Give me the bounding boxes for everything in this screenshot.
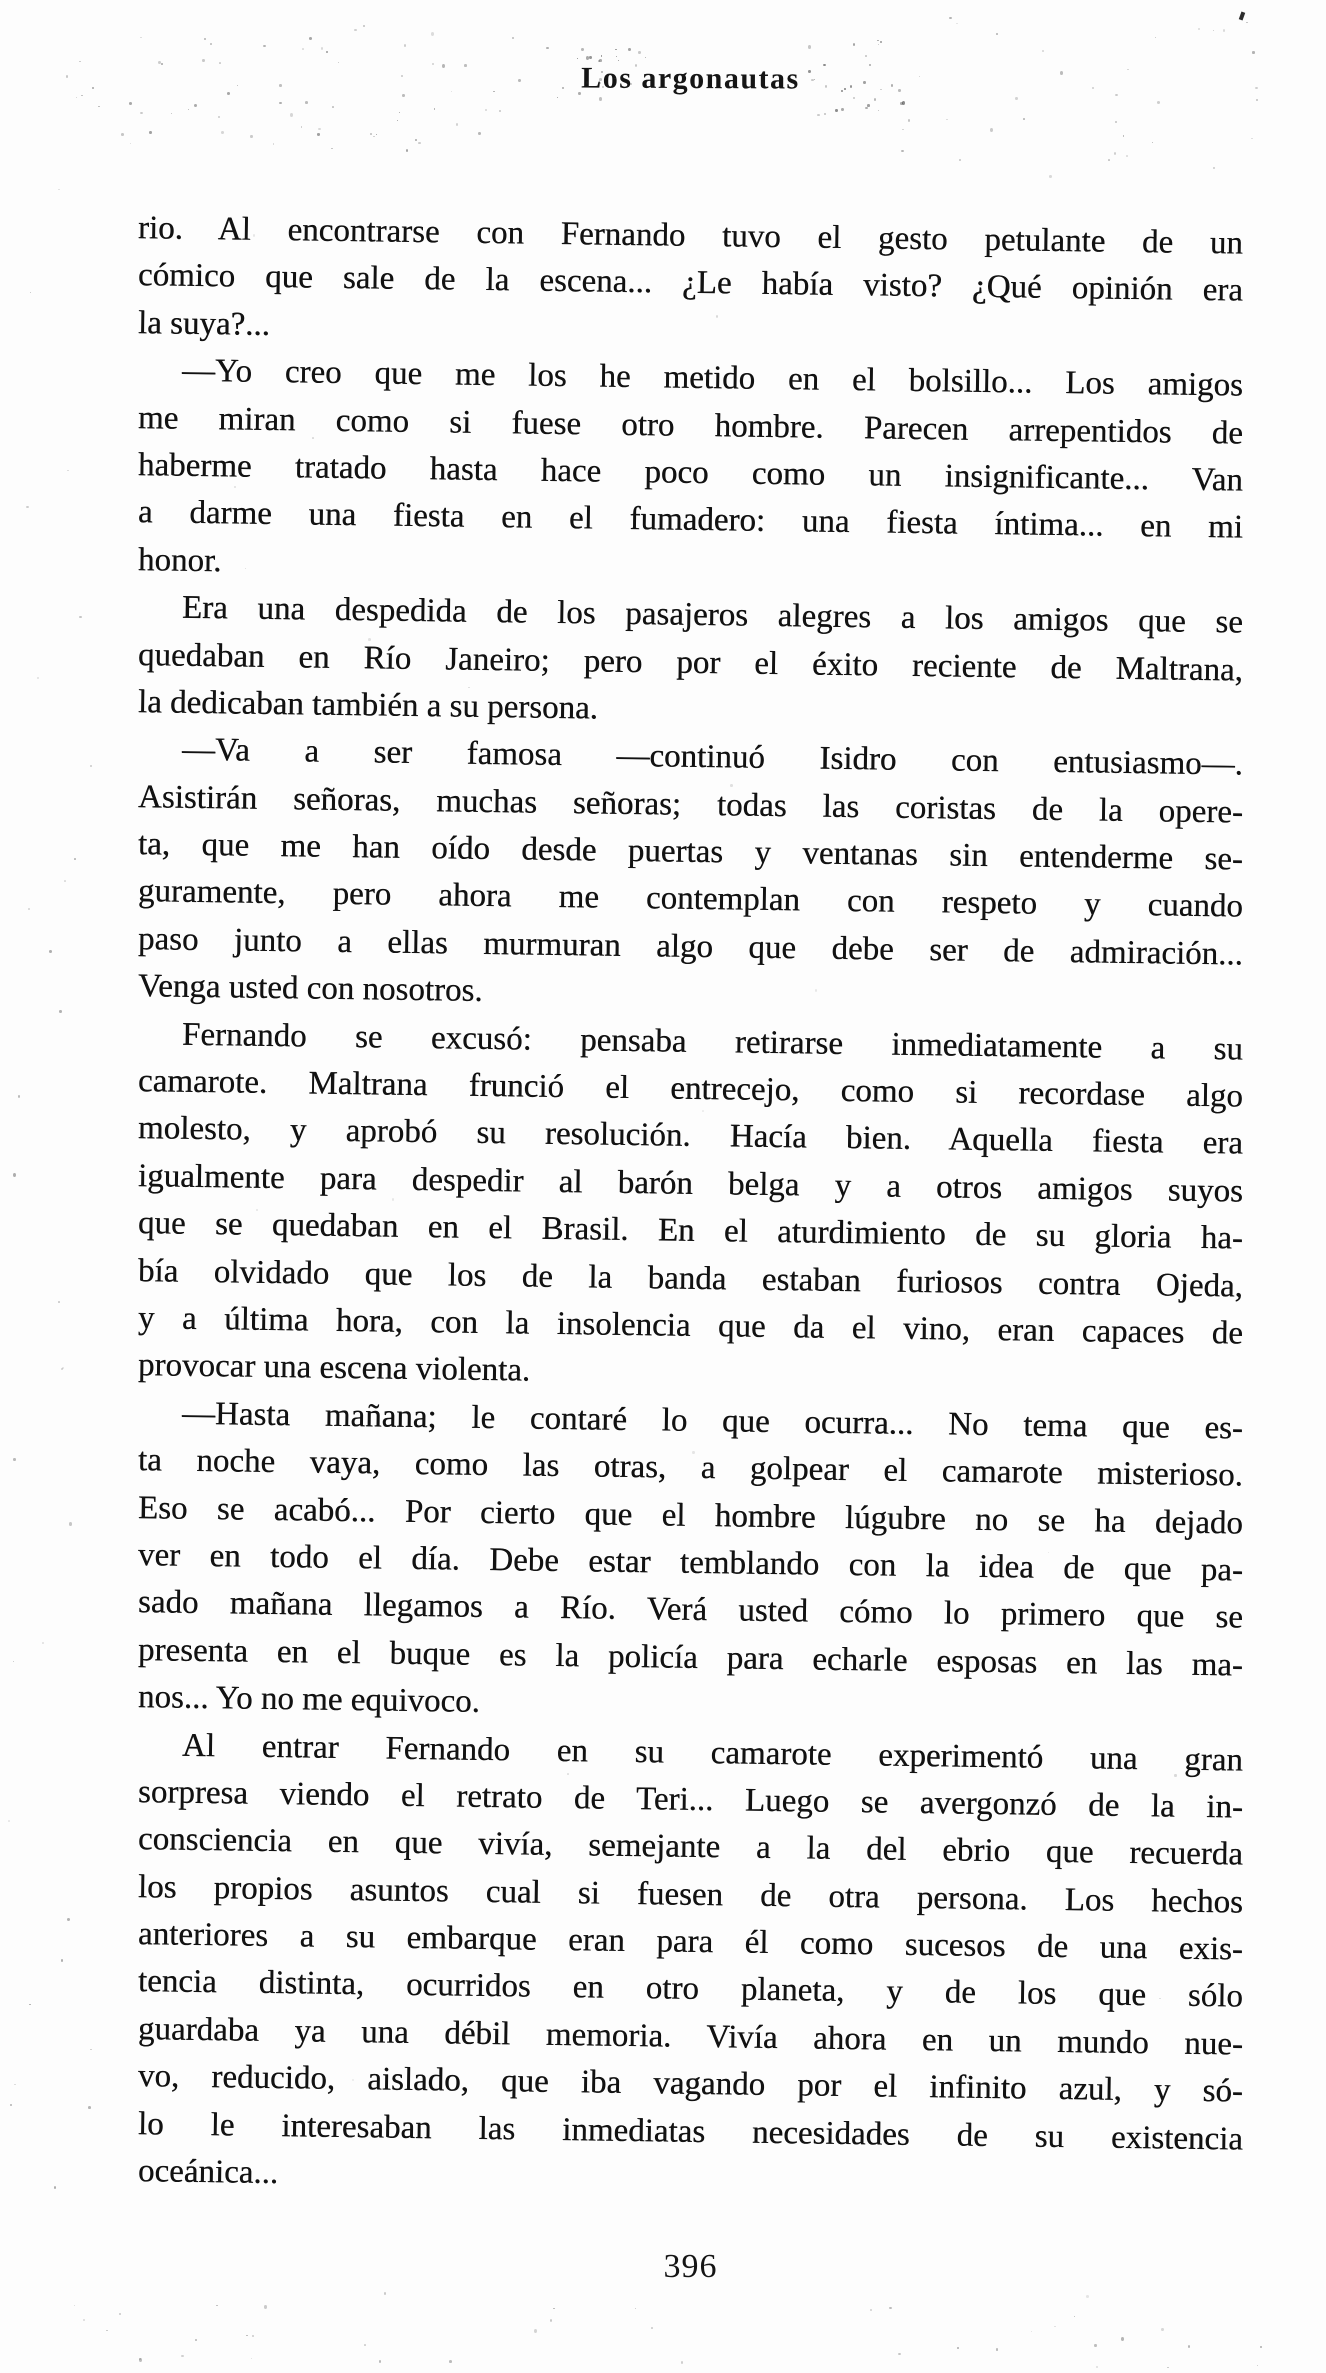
noise-speck: [98, 106, 100, 107]
noise-speck: [1260, 2346, 1262, 2348]
noise-speck: [867, 104, 870, 107]
noise-speck: [485, 109, 487, 111]
noise-speck: [1246, 22, 1248, 23]
noise-speck: [130, 143, 131, 144]
noise-speck: [1251, 138, 1253, 139]
noise-speck: [321, 47, 323, 50]
text-line: los propios asuntos cual si fuesen de otra persona. Los hechos: [137, 1868, 1244, 1921]
noise-speck: [902, 101, 905, 105]
text-line: ver en todo el día. Debe estar temblando con la idea de que pa-: [137, 1536, 1244, 1589]
noise-speck: [878, 110, 879, 111]
noise-speck: [74, 2305, 75, 2306]
text-line: la dedicaban también a su persona.: [137, 683, 599, 727]
noise-speck: [1157, 101, 1160, 104]
noise-speck: [149, 131, 152, 134]
noise-speck: [1167, 2367, 1169, 2368]
noise-speck: [139, 2358, 141, 2360]
noise-speck: [1086, 2295, 1089, 2298]
noise-speck: [30, 292, 31, 293]
text-line: Fernando se excusó: pensaba retirarse inmediatamente a su: [181, 1016, 1244, 1068]
noise-speck: [273, 143, 274, 145]
noise-speck: [1252, 51, 1255, 54]
noise-speck: [1198, 28, 1200, 30]
noise-speck: [251, 2358, 252, 2359]
noise-speck: [79, 61, 81, 62]
noise-speck: [901, 150, 904, 152]
text-line: —Hasta mañana; le contaré lo que ocurra... No tema que es-: [181, 1395, 1244, 1447]
noise-speck: [841, 108, 844, 111]
text-line: Asistirán señoras, muchas señoras; todas las coristas de la opere-: [137, 778, 1244, 831]
noise-speck: [37, 677, 39, 679]
noise-speck: [250, 135, 253, 138]
text-line: honor.: [137, 541, 222, 579]
noise-speck: [1152, 142, 1153, 143]
text-line: Al entrar Fernando en su camarote experimentó una gran: [181, 1727, 1244, 1778]
noise-speck: [67, 470, 69, 471]
noise-speck: [79, 616, 82, 618]
noise-speck: [889, 2307, 892, 2309]
text-line: sorpresa viendo el retrato de Teri... Luego se avergonzó de la in-: [137, 1773, 1244, 1826]
text-line: consciencia en que vivía, semejante a la del ebrio que recuerda: [137, 1821, 1244, 1873]
noise-speck: [13, 1173, 16, 1177]
text-line: oceánica...: [137, 2153, 279, 2191]
noise-speck: [61, 1368, 63, 1370]
noise-speck: [601, 55, 602, 57]
noise-speck: [434, 108, 435, 110]
noise-speck: [817, 114, 820, 116]
noise-speck: [628, 48, 631, 51]
noise-speck: [370, 133, 372, 135]
noise-speck: [74, 858, 76, 860]
text-line: igualmente para despedir al barón belga y a otros amigos suyos: [137, 1157, 1244, 1210]
noise-speck: [902, 129, 904, 130]
noise-speck: [404, 44, 406, 47]
text-line: anteriores a su embarque eran para él como sucesos de una exis-: [137, 1916, 1244, 1968]
noise-speck: [865, 55, 867, 57]
noise-speck: [119, 2313, 121, 2315]
noise-speck: [1126, 155, 1128, 157]
text-line: me miran como si fuese otro hombre. Parecen arrepentidos de: [137, 399, 1244, 451]
noise-speck: [1213, 30, 1214, 31]
noise-speck: [865, 107, 868, 109]
noise-speck: [290, 113, 293, 117]
noise-speck: [92, 87, 94, 89]
text-line: la suya?...: [137, 304, 271, 343]
noise-speck: [415, 139, 417, 141]
noise-speck: [534, 2329, 537, 2333]
noise-speck: [949, 17, 952, 19]
noise-speck: [681, 2361, 683, 2364]
noise-speck: [1213, 167, 1215, 169]
noise-speck: [90, 2049, 92, 2050]
text-line: ta noche vaya, como las otras, a golpear el camarote misterioso.: [137, 1442, 1244, 1494]
noise-speck: [1096, 2366, 1098, 2368]
noise-speck: [364, 2344, 366, 2346]
text-line: tencia distinta, ocurridos en otro planeta, y de los que sólo: [137, 1963, 1244, 2015]
noise-speck: [373, 136, 375, 137]
text-line: —Yo creo que me los he metido en el bolsillo... Los amigos: [181, 352, 1244, 404]
noise-speck: [28, 908, 30, 910]
noise-speck: [263, 45, 266, 47]
noise-speck: [317, 133, 320, 136]
noise-speck: [946, 119, 948, 120]
noise-speck: [898, 2353, 901, 2355]
scan-artifact: [1239, 12, 1245, 21]
noise-speck: [1121, 2337, 1124, 2341]
noise-speck: [264, 2305, 267, 2309]
noise-speck: [252, 2335, 254, 2337]
noise-speck: [853, 97, 855, 99]
noise-speck: [808, 45, 811, 49]
noise-speck: [512, 37, 514, 39]
noise-speck: [581, 48, 584, 51]
text-line: y a última hora, con la insolencia que da el vino, eran capaces de: [137, 1299, 1244, 1352]
noise-speck: [88, 2106, 91, 2109]
noise-speck: [354, 29, 357, 31]
noise-speck: [309, 37, 312, 40]
noise-speck: [399, 112, 400, 113]
noise-speck: [61, 1959, 63, 1962]
noise-speck: [1023, 118, 1025, 120]
noise-speck: [331, 148, 333, 149]
noise-speck: [221, 131, 224, 134]
noise-speck: [1161, 2328, 1164, 2331]
noise-speck: [49, 950, 52, 953]
noise-speck: [67, 1918, 70, 1921]
noise-speck: [139, 2358, 142, 2362]
noise-speck: [59, 1010, 62, 1013]
noise-speck: [279, 102, 282, 104]
noise-speck: [379, 2360, 381, 2363]
noise-speck: [397, 120, 398, 121]
noise-speck: [66, 75, 68, 78]
noise-speck: [880, 41, 882, 43]
noise-speck: [64, 880, 66, 882]
text-line: cómico que sale de la escena... ¿Le había visto? ¿Qué opinión era: [137, 257, 1244, 309]
noise-speck: [638, 51, 641, 54]
noise-speck: [302, 48, 304, 50]
noise-speck: [216, 2305, 218, 2306]
text-line: presenta en el buque es la policía para echarle esposas en las ma-: [137, 1631, 1244, 1684]
noise-speck: [478, 132, 481, 135]
noise-speck: [959, 159, 961, 161]
text-line: ta, que me han oído desde puertas y ventanas sin entenderme se-: [137, 826, 1244, 878]
noise-speck: [1223, 29, 1225, 32]
noise-speck: [635, 2308, 636, 2309]
noise-speck: [301, 126, 302, 128]
noise-speck: [589, 56, 592, 59]
noise-speck: [1255, 87, 1258, 89]
noise-speck: [956, 23, 958, 24]
noise-speck: [996, 2348, 998, 2351]
noise-speck: [204, 38, 206, 40]
running-head: Los argonautas: [581, 61, 800, 96]
noise-speck: [106, 2330, 108, 2331]
text-line: paso junto a ellas murmuran algo que debe ser de admiración...: [137, 920, 1244, 973]
noise-speck: [42, 1642, 44, 1644]
noise-speck: [1123, 135, 1124, 137]
noise-speck: [1094, 2344, 1097, 2347]
noise-speck: [550, 2319, 552, 2322]
noise-speck: [1155, 37, 1156, 38]
noise-speck: [616, 56, 617, 57]
text-line: rio. Al encontrarse con Fernando tuvo el gesto petulante de un: [137, 210, 1244, 262]
noise-speck: [586, 56, 589, 60]
noise-speck: [29, 2004, 31, 2005]
noise-speck: [900, 102, 903, 105]
noise-speck: [8, 1820, 10, 1822]
noise-speck: [62, 1367, 64, 1369]
page-text: [138, 205, 1243, 2195]
noise-speck: [90, 765, 92, 767]
text-line: molesto, y aprobó su resolución. Hacía bien. Aquella fiesta era: [137, 1110, 1244, 1162]
text-line: vo, reducido, aislado, que iba vagando por el infinito azul, y só-: [137, 2058, 1244, 2110]
noise-speck: [449, 2360, 452, 2363]
noise-speck: [878, 44, 879, 45]
noise-speck: [853, 43, 855, 46]
noise-speck: [14, 2084, 16, 2085]
text-line: que se quedaban en el Brasil. En el aturdimiento de su gloria ha-: [137, 1205, 1244, 1257]
text-line: guardaba ya una débil memoria. Vivía ahora en un mundo nue-: [137, 2010, 1244, 2063]
noise-speck: [305, 101, 308, 104]
noise-speck: [456, 123, 458, 126]
text-line: bía olvidado que los de la banda estaban furiosos contra Ojeda,: [137, 1252, 1244, 1305]
noise-speck: [996, 33, 998, 35]
noise-speck: [1054, 2326, 1056, 2327]
noise-speck: [376, 134, 377, 135]
noise-speck: [553, 2308, 555, 2309]
noise-speck: [957, 2347, 959, 2349]
noise-speck: [363, 25, 365, 27]
noise-speck: [218, 116, 220, 118]
noise-speck: [1256, 99, 1258, 101]
text-line: lo le interesaban las inmediatas necesidades de su existencia: [137, 2105, 1244, 2158]
noise-speck: [58, 189, 60, 190]
noise-speck: [171, 113, 172, 114]
noise-speck: [384, 2292, 386, 2295]
text-line: sado mañana llegamos a Río. Verá usted cómo lo primero que se: [137, 1584, 1244, 1636]
noise-speck: [54, 2186, 56, 2189]
noise-speck: [81, 95, 83, 96]
noise-speck: [870, 2309, 872, 2311]
noise-speck: [210, 43, 212, 45]
noise-speck: [140, 37, 142, 38]
noise-speck: [58, 1301, 60, 1303]
noise-speck: [195, 2339, 197, 2341]
noise-speck: [908, 119, 910, 122]
page-number: 396: [663, 2248, 718, 2285]
noise-speck: [1074, 2316, 1075, 2317]
noise-speck: [499, 110, 501, 112]
noise-speck: [1188, 2345, 1190, 2348]
noise-speck: [18, 1095, 20, 1098]
noise-speck: [13, 1458, 16, 1461]
noise-speck: [194, 104, 197, 107]
noise-speck: [431, 32, 434, 36]
noise-speck: [76, 97, 77, 98]
noise-speck: [1031, 2331, 1032, 2332]
noise-speck: [181, 2355, 184, 2357]
text-line: a darme una fiesta en el fumadero: una fiesta íntima... en mi: [137, 494, 1244, 546]
noise-speck: [318, 128, 321, 130]
noise-speck: [651, 2327, 653, 2329]
text-line: haberme tratado hasta hace poco como un insignificante... Van: [137, 446, 1244, 499]
text-line: provocar una escena violenta.: [137, 1347, 531, 1389]
noise-speck: [10, 2104, 12, 2106]
noise-speck: [877, 40, 879, 41]
text-line: camarote. Maltrana frunció el entrecejo, como si recordase algo: [137, 1063, 1244, 1115]
text-line: Era una despedida de los pasajeros alegres a los amigos que se: [181, 589, 1244, 641]
noise-speck: [1042, 50, 1044, 52]
noise-speck: [645, 57, 646, 58]
noise-speck: [326, 51, 328, 53]
noise-speck: [557, 97, 558, 98]
noise-speck: [83, 2319, 85, 2321]
noise-speck: [69, 1522, 72, 1526]
noise-speck: [599, 97, 602, 101]
text-line: Venga usted con nosotros.: [137, 968, 483, 1010]
noise-speck: [615, 49, 617, 50]
noise-speck: [1108, 159, 1110, 161]
noise-speck: [1049, 175, 1052, 178]
noise-speck: [13, 1661, 14, 1662]
text-line: Eso se acabó... Por cierto que el hombre lúgubre no se ha dejado: [137, 1489, 1244, 1541]
noise-speck: [246, 2335, 248, 2336]
noise-speck: [1115, 121, 1117, 123]
noise-speck: [874, 98, 876, 101]
text-line: quedaban en Río Janeiro; pero por el éxito reciente de Maltrana,: [137, 636, 1244, 688]
noise-speck: [129, 102, 132, 105]
noise-speck: [990, 128, 993, 132]
text-line: nos... Yo no me equivoco.: [137, 1679, 481, 1720]
noise-speck: [1114, 152, 1116, 155]
noise-speck: [121, 133, 124, 136]
noise-speck: [140, 112, 143, 114]
noise-speck: [332, 106, 334, 108]
noise-speck: [577, 58, 578, 59]
noise-speck: [188, 109, 189, 110]
noise-speck: [835, 109, 838, 112]
noise-speck: [26, 506, 29, 508]
noise-speck: [546, 47, 549, 49]
text-line: —Va a ser famosa —continuó Isidro con entusiasmo—.: [181, 731, 1244, 783]
noise-speck: [824, 113, 826, 115]
noise-speck: [418, 142, 421, 144]
noise-speck: [406, 149, 408, 152]
noise-speck: [1015, 97, 1018, 100]
text-line: guramente, pero ahora me contemplan con respeto y cuando: [137, 873, 1244, 925]
noise-speck: [1257, 2365, 1258, 2366]
